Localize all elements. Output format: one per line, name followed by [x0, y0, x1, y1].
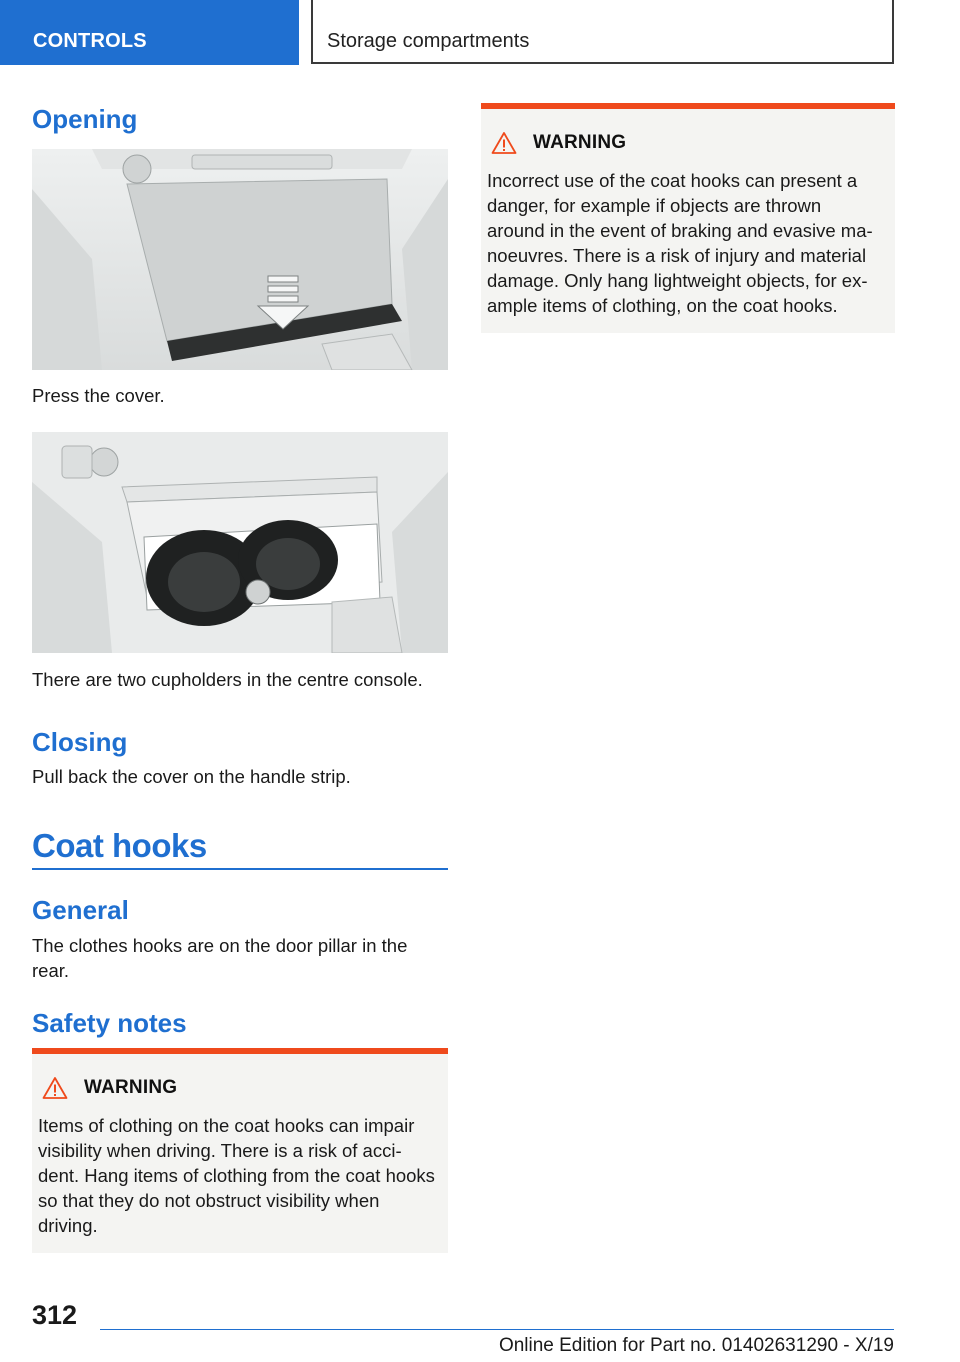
- warning-box-injury: [481, 103, 895, 333]
- page-number: 312: [32, 1300, 78, 1330]
- warning-text: Items of clothing on the coat hooks can impair visibility when driving. There is a risk of accident. Hang items of clothing from the coat hooks so that they do not obstruct visibility when driving.: [38, 1115, 435, 1236]
- section-divider: [32, 868, 448, 870]
- general-text: The clothes hooks are on the door pillar in the rear.: [32, 935, 408, 981]
- footer-divider: [100, 1329, 894, 1330]
- cover-closed-illustration: [32, 149, 448, 370]
- chapter-title-box: [311, 0, 894, 64]
- warning-label: WARNING: [533, 132, 627, 153]
- heading-safety-notes: Safety notes: [32, 1008, 187, 1038]
- chapter-title: Storage compartments: [327, 30, 530, 52]
- warning-header: [491, 131, 626, 155]
- warning-triangle-icon: [42, 1076, 68, 1100]
- warning-header: [42, 1076, 177, 1100]
- warning-label: WARNING: [84, 1077, 178, 1098]
- footer-edition: Online Edition for Part no. 01402631290 - X/19: [498, 1335, 894, 1356]
- caption-cupholders: There are two cupholders in the centre console.: [32, 669, 423, 690]
- section-tab: [0, 0, 299, 65]
- cupholders-illustration: [32, 432, 448, 653]
- warning-box-visibility: [32, 1048, 448, 1253]
- warning-text: Incorrect use of the coat hooks can present a danger, for example if objects are thrown around in the event of braking and evasive manoeuvres. There is a risk of injury and material damage. Only hang lightweight objects, for example items of clothing, on the coat hooks.: [487, 170, 873, 316]
- warning-triangle-icon: [491, 131, 517, 155]
- caption-press-cover: Press the cover.: [32, 385, 165, 406]
- heading-coat-hooks: Coat hooks: [32, 827, 207, 864]
- closing-text: Pull back the cover on the handle strip.: [32, 766, 351, 787]
- heading-general: General: [32, 895, 129, 925]
- section-label: CONTROLS: [33, 30, 147, 52]
- heading-opening: Opening: [32, 104, 138, 134]
- heading-closing: Closing: [32, 727, 128, 757]
